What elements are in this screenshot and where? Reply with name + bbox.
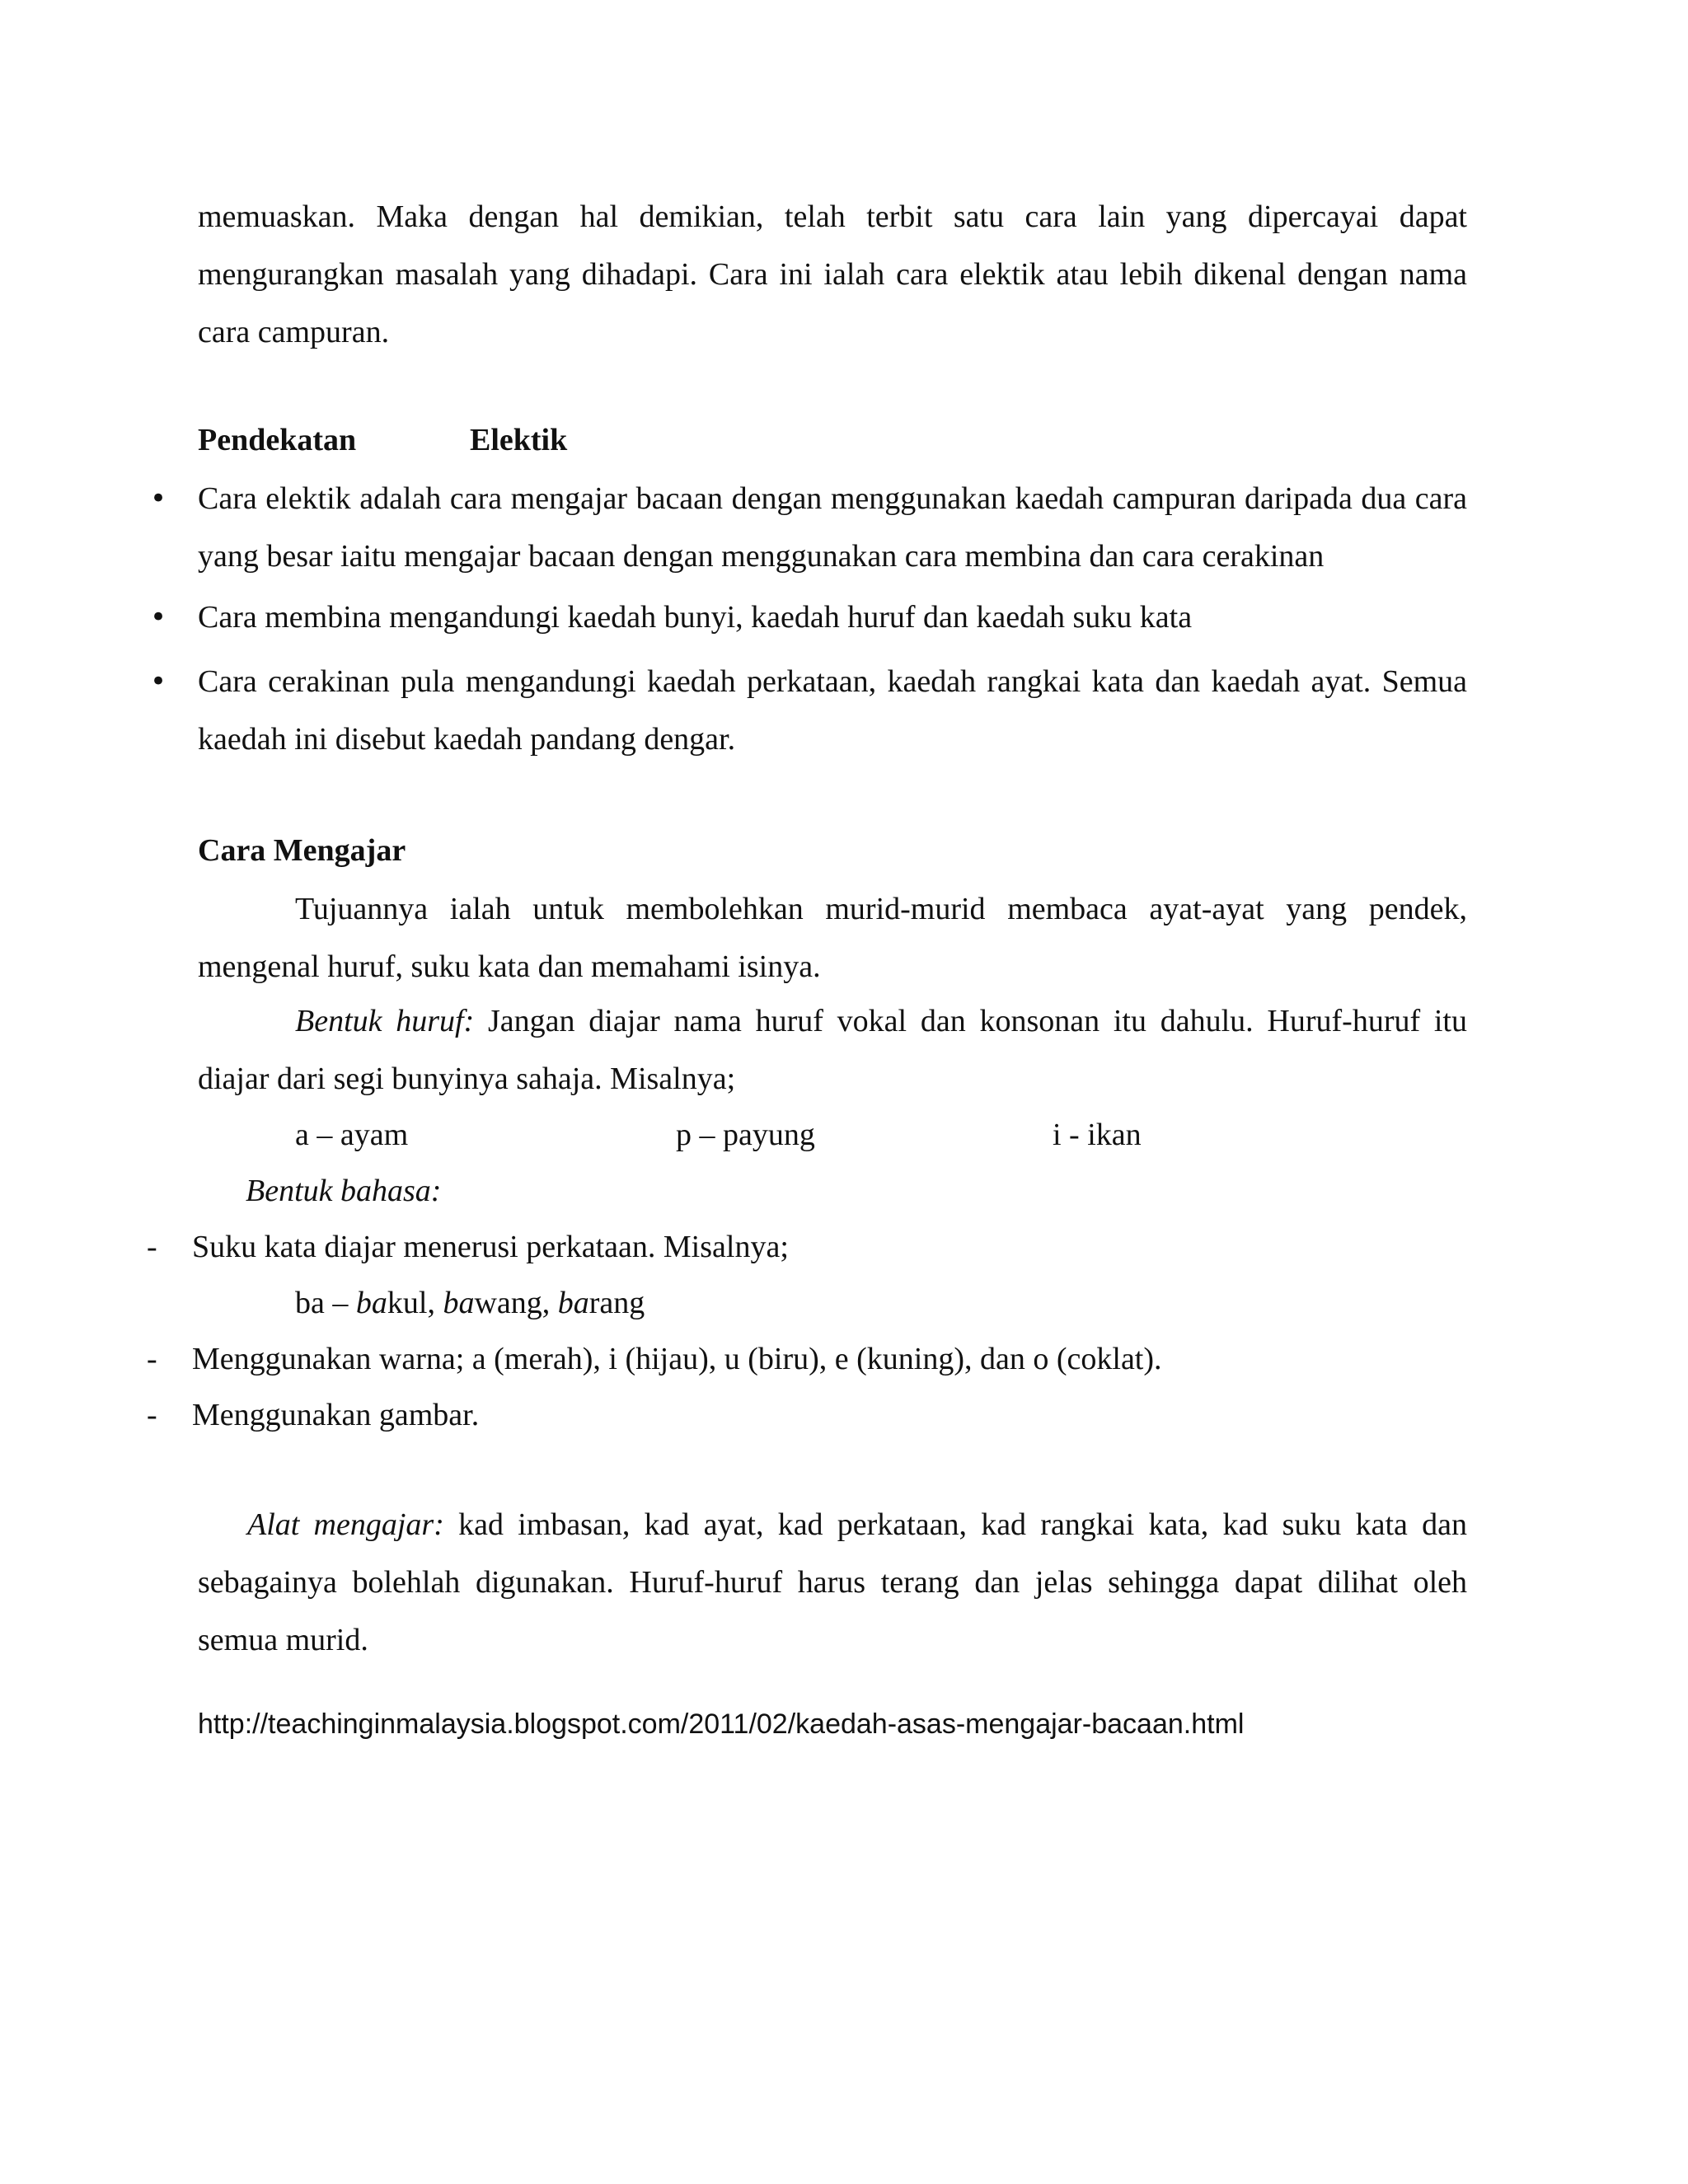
alat-mengajar-label: Alat mengajar: xyxy=(247,1507,444,1542)
example-i: i - ikan xyxy=(1053,1118,1142,1152)
alat-mengajar-text: kad imbasan, kad ayat, kad perkataan, kad rangkai kata, kad suku kata dan sebagainya bolehlah digunakan. Huruf-huruf harus terang dan jelas sehingga dapat dilihat oleh semua murid. xyxy=(198,1507,1467,1657)
ba-examples: ba – bakul, bawang, barang xyxy=(295,1286,645,1320)
bullet-item-1: Cara elektik adalah cara mengajar bacaan dengan menggunakan kaedah campuran daripada dua cara yang besar iaitu mengajar bacaan dengan menggunakan cara membina dan cara cerakinan xyxy=(198,481,1467,574)
tujuan-paragraph: Tujuannya ialah untuk membolehkan murid-murid membaca ayat-ayat yang pendek, mengenal huruf, suku kata dan memahami isinya. xyxy=(198,892,1467,984)
bentuk-huruf-paragraph xyxy=(198,992,1467,1108)
bentuk-huruf-text: Jangan diajar nama huruf vokal dan konsonan itu dahulu. Huruf-huruf itu diajar dari segi bunyinya sahaja. Misalnya; xyxy=(198,1004,1467,1096)
intro-paragraph: memuaskan. Maka dengan hal demikian, telah terbit satu cara lain yang dipercayai dapat mengurangkan masalah yang dihadapi. Cara ini ialah cara elektik atau lebih dikenal dengan nama cara campuran. xyxy=(198,199,1467,349)
heading-word-elektik: Elektik xyxy=(470,423,568,457)
dash-item-2: Menggunakan warna; a (merah), i (hijau), u (biru), e (kuning), dan o (coklat). xyxy=(192,1342,1162,1376)
heading-cara-mengajar: Cara Mengajar xyxy=(198,833,406,868)
ba-rest: rang xyxy=(588,1286,645,1320)
bullet-icon: • xyxy=(150,601,167,634)
ba-prefix: ba – xyxy=(295,1286,356,1320)
bentuk-huruf-label: Bentuk huruf: xyxy=(295,1004,475,1038)
heading-word-pendekatan: Pendekatan xyxy=(198,423,357,457)
dash-marker: - xyxy=(147,1230,157,1264)
ba-italic: ba xyxy=(557,1286,589,1320)
dash-item-1: Suku kata diajar menerusi perkataan. Misalnya; xyxy=(192,1230,789,1264)
dash-marker: - xyxy=(147,1398,157,1432)
source-url: http://teachinginmalaysia.blogspot.com/2011/02/kaedah-asas-mengajar-bacaan.html xyxy=(198,1708,1245,1740)
ba-italic: ba xyxy=(355,1286,387,1320)
ba-italic: ba xyxy=(443,1286,475,1320)
alat-mengajar-paragraph xyxy=(198,1496,1467,1669)
dash-marker: - xyxy=(147,1342,157,1376)
ba-rest: kul xyxy=(387,1286,428,1320)
bullet-icon: • xyxy=(150,665,167,698)
heading-pendekatan-elektik xyxy=(198,422,568,458)
bentuk-bahasa-label: Bentuk bahasa: xyxy=(246,1174,442,1208)
example-a: a – ayam xyxy=(295,1118,409,1152)
bullet-item-2: Cara membina mengandungi kaedah bunyi, kaedah huruf dan kaedah suku kata xyxy=(198,600,1193,635)
bullet-item-3: Cara cerakinan pula mengandungi kaedah perkataan, kaedah rangkai kata dan kaedah ayat. Semua kaedah ini disebut kaedah pandang dengar. xyxy=(198,664,1467,757)
bullet-icon: • xyxy=(150,482,167,515)
dash-item-3: Menggunakan gambar. xyxy=(192,1398,480,1432)
example-p: p – payung xyxy=(676,1118,815,1152)
ba-rest: wang xyxy=(474,1286,542,1320)
